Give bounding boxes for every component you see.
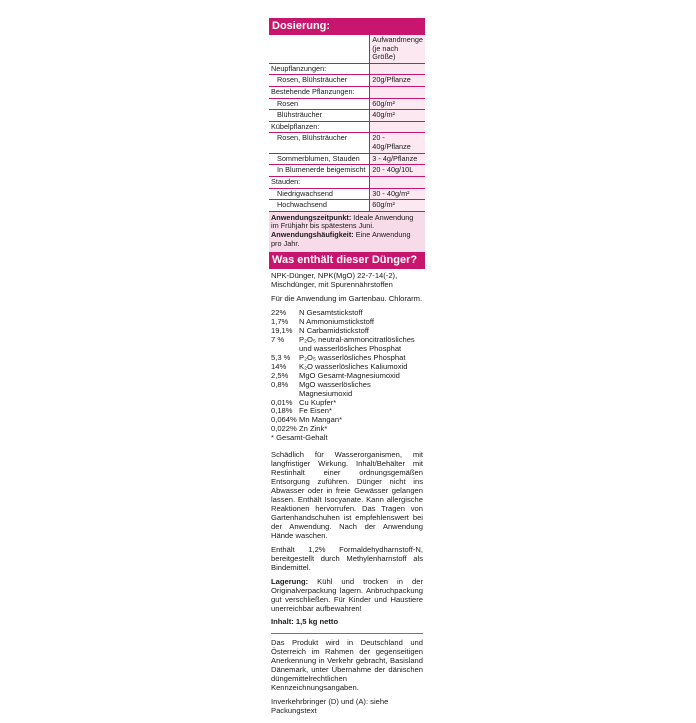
storage-label: Lagerung: bbox=[271, 576, 309, 586]
dosing-amount-cell: 40g/m² bbox=[370, 110, 425, 122]
dosing-header-row bbox=[269, 35, 425, 63]
contents-section bbox=[269, 269, 425, 723]
dosing-amount-cell: 30 - 40g/m² bbox=[370, 188, 425, 200]
legal-text: Das Produkt wird in Deutschland und Österreich im Rahmen der gegenseitigen Anerkennung in Verkehr gebracht, Basisland Dänemark, unter Übernahme der dänischen düngemittelrechtlichen Kennzeichnungsangaben. bbox=[271, 638, 423, 693]
application-frequency-text: Eine Anwendung pro Jahr. bbox=[271, 229, 411, 248]
dosing-group-row bbox=[269, 121, 425, 133]
warning-text: Schädlich für Wasserorganismen, mit langfristiger Wirkung. Inhalt/Behälter mit Restinhalt einer ordnungsgemäßen Entsorgung zuführen. Dünger nicht ins Abwasser oder in freie Gewässer gelangen lassen. Enthält Isocyanate. Kann allergische Reaktionen hervorrufen. Das Tragen von Gartenhandschuhen ist empfehlenswert bei der Anwendung. Nach der Anwendung Hände waschen. bbox=[271, 450, 423, 540]
dosing-plant-cell: Stauden: bbox=[269, 176, 370, 188]
dosing-plant-cell: Blühsträucher bbox=[269, 110, 370, 122]
nutrient-percent: 2,5% bbox=[271, 370, 289, 380]
dosing-plant-cell: Hochwachsend bbox=[269, 200, 370, 212]
dosing-group-row bbox=[269, 176, 425, 188]
dosing-header-empty bbox=[269, 35, 370, 63]
dosing-item-row bbox=[269, 75, 425, 87]
nutrient-percent: 0,01% bbox=[271, 397, 293, 407]
nutrient-list bbox=[271, 309, 423, 434]
storage-text bbox=[271, 578, 423, 614]
divider bbox=[271, 633, 423, 634]
dosing-plant-cell: Rosen, Blühsträucher bbox=[269, 75, 370, 87]
nutrient-percent: 1,7% bbox=[271, 316, 289, 326]
nutrient-row bbox=[271, 399, 423, 408]
dosing-group-row bbox=[269, 63, 425, 75]
product-type: NPK-Dünger, NPK(MgO) 22-7-14(-2), Mischdünger, mit Spurennährstoffen bbox=[271, 271, 398, 290]
nutrient-percent: 7 % bbox=[271, 334, 285, 344]
nutrient-description: P₂O₅ neutral-ammoncitratlösliches und wasserlösliches Phosphat bbox=[299, 334, 415, 353]
dosing-notes bbox=[269, 212, 425, 252]
nutrient-description: K₂O wasserlösliches Kaliumoxid bbox=[299, 361, 408, 371]
nutrient-description: P₂O₅ wasserlösliches Phosphat bbox=[299, 352, 406, 362]
application-time-text: Ideale Anwendung im Frühjahr bis spätestens Juni. bbox=[271, 212, 414, 231]
dosing-group-row bbox=[269, 87, 425, 99]
dosing-amount-cell: 60g/m² bbox=[370, 98, 425, 110]
formaldehyde-text: Enthält 1,2% Formaldehydharnstoff-N, bereitgestellt durch Methylenharnstoff als Bindemittel. bbox=[271, 544, 423, 572]
dosing-plant-cell: Neupflanzungen: bbox=[269, 63, 370, 75]
dosing-section bbox=[269, 18, 425, 252]
dosing-plant-cell: Rosen bbox=[269, 98, 370, 110]
net-content-label: Inhalt: bbox=[271, 617, 294, 627]
distributor-text: Inverkehrbringer (D) und (A): siehe Packungstext bbox=[271, 697, 389, 716]
application-frequency-label: Anwendungshäufigkeit: bbox=[271, 229, 354, 239]
dosing-amount-cell: 20 - 40g/Pflanze bbox=[370, 133, 425, 153]
dosing-table bbox=[269, 35, 425, 212]
product-label bbox=[269, 18, 425, 723]
contents-title: Was enthält dieser Dünger? bbox=[269, 252, 425, 269]
dosing-title: Dosierung: bbox=[269, 18, 425, 35]
nutrient-percent: 0,18% bbox=[271, 406, 293, 416]
dosing-amount-cell: 3 - 4g/Pflanze bbox=[370, 153, 425, 165]
dosing-amount-cell: 60g/m² bbox=[370, 200, 425, 212]
dosing-plant-cell: Kübelpflanzen: bbox=[269, 121, 370, 133]
dosing-item-row bbox=[269, 110, 425, 122]
dosing-item-row bbox=[269, 98, 425, 110]
nutrient-percent: 0,8% bbox=[271, 379, 289, 389]
storage-body: Kühl und trocken in der Originalverpackung lagern. Anbruchpackung gut verschließen. Für Kinder und Haustiere unerreichbar aufbewahren! bbox=[271, 576, 423, 613]
nutrient-percent: 14% bbox=[271, 361, 287, 371]
dosing-item-row bbox=[269, 188, 425, 200]
nutrient-description: Cu Kupfer* bbox=[299, 397, 337, 407]
nutrient-description: MgO Gesamt-Magnesiumoxid bbox=[299, 370, 400, 380]
dosing-plant-cell: Rosen, Blühsträucher bbox=[269, 133, 370, 153]
net-content bbox=[271, 618, 423, 627]
nutrient-percent: 19,1% bbox=[271, 325, 293, 335]
dosing-plant-cell: Sommerblumen, Stauden bbox=[269, 153, 370, 165]
dosing-item-row bbox=[269, 153, 425, 165]
nutrient-description: Fe Eisen* bbox=[299, 406, 332, 416]
dosing-amount-cell bbox=[370, 121, 425, 133]
nutrient-row bbox=[271, 381, 423, 399]
nutrient-row bbox=[271, 336, 423, 354]
nutrient-percent: 22% bbox=[271, 307, 287, 317]
dosing-plant-cell: Bestehende Pflanzungen: bbox=[269, 87, 370, 99]
nutrient-description: Mn Mangan* bbox=[299, 415, 343, 425]
dosing-item-row bbox=[269, 133, 425, 153]
application-time-label: Anwendungszeitpunkt: bbox=[271, 212, 352, 222]
dosing-amount-cell bbox=[370, 63, 425, 75]
nutrient-description: N Carbamidstickstoff bbox=[299, 325, 369, 335]
amount-header: Aufwandmenge (je nach Größe) bbox=[370, 35, 425, 63]
dosing-amount-cell bbox=[370, 87, 425, 99]
dosing-plant-cell: Niedrigwachsend bbox=[269, 188, 370, 200]
nutrient-percent: 0,064% bbox=[271, 415, 297, 425]
dosing-amount-cell: 20 - 40g/10L bbox=[370, 165, 425, 177]
nutrient-percent: 0,022% bbox=[271, 424, 297, 434]
net-content-value: 1,5 kg netto bbox=[295, 617, 339, 627]
nutrient-description: N Ammoniumstickstoff bbox=[299, 316, 374, 326]
dosing-item-row bbox=[269, 165, 425, 177]
nutrient-description: N Gesamtstickstoff bbox=[299, 307, 363, 317]
nutrient-percent: 5,3 % bbox=[271, 352, 291, 362]
dosing-amount-cell: 20g/Pflanze bbox=[370, 75, 425, 87]
nutrient-description: MgO wasserlösliches Magnesiumoxid bbox=[299, 379, 371, 398]
usage-text: Für die Anwendung im Gartenbau. Chlorarm. bbox=[271, 294, 423, 304]
nutrient-description: Zn Zink* bbox=[299, 424, 328, 434]
dosing-plant-cell: In Blumenerde beigemischt bbox=[269, 165, 370, 177]
dosing-amount-cell bbox=[370, 176, 425, 188]
dosing-item-row bbox=[269, 200, 425, 212]
nutrient-footnote: * Gesamt-Gehalt bbox=[271, 433, 328, 443]
